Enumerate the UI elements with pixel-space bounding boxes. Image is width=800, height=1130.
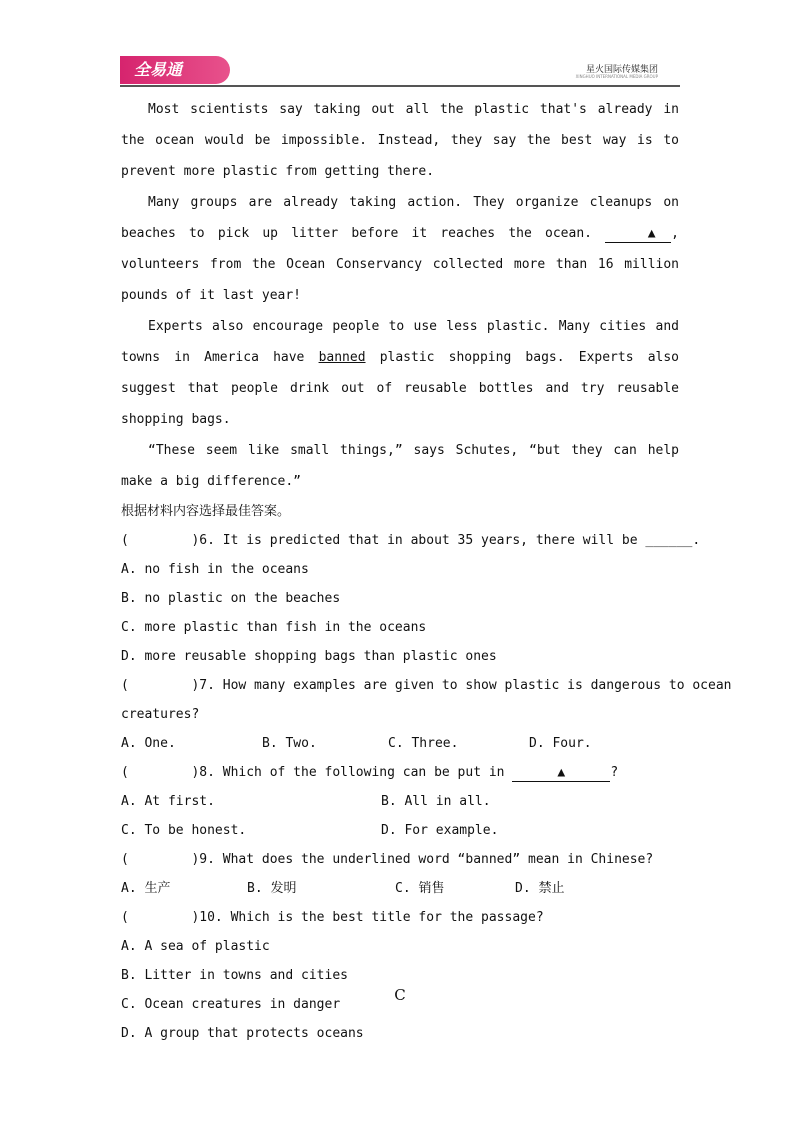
section-label: C [394,986,406,1004]
question-6-option-d: D. more reusable shopping bags than plastic ones [121,649,497,664]
question-10-stem: ( )10. Which is the best title for the passage? [121,910,544,925]
passage-paragraph-3 [121,311,679,435]
question-8-option-a: A. At first. [121,794,215,809]
question-8-stem [121,758,679,787]
header-divider [120,85,680,87]
publisher-name: 星火国际传媒集团 [585,65,658,75]
question-8-options-row-2 [121,816,679,845]
passage-paragraph-1: Most scientists say taking out all the plastic that's already in the ocean would be impossible. Instead, they say the best way is to prevent more plastic from getting there. [121,102,679,179]
question-9-option-b [247,874,395,903]
question-8-option-d: D. For example. [381,823,499,838]
underlined-word: banned [318,350,366,365]
question-6-option-b: B. no plastic on the beaches [121,591,341,606]
question-8-text-before: ( )8. Which of the following can be put in [121,765,513,780]
question-9-option-a-text: 生产 [144,881,171,896]
brand-logo: 全易通 [120,56,230,84]
document-body [121,94,732,1048]
question-9-option-c-text: 销售 [418,881,445,896]
question-9-option-b-text: 发明 [270,881,297,896]
question-10-option-a: A. A sea of plastic [121,939,270,954]
question-9-option-d-text: 禁止 [538,881,565,896]
question-8-option-b: B. All in all. [381,794,491,809]
question-8-option-c: C. To be honest. [121,823,247,838]
question-8-options-row-1 [121,787,679,816]
question-9-option-a-label: A. [121,881,137,896]
question-6-option-c: C. more plastic than fish in the oceans [121,620,427,635]
question-6-option-a: A. no fish in the oceans [121,562,309,577]
question-7-option-b: B. Two. [262,736,317,751]
question-8-text-after: ? [610,765,619,780]
question-9-stem: ( )9. What does the underlined word “banned” mean in Chinese? [121,852,654,867]
question-9-option-b-label: B. [247,881,263,896]
instruction-text: 根据材料内容选择最佳答案。 [121,504,291,519]
question-8-blank: ▲ [512,765,610,782]
question-7-stem-continued: creatures? [121,707,200,722]
question-7-stem: ( )7. How many examples are given to show plastic is dangerous to ocean [121,678,732,693]
question-9-option-a [121,874,247,903]
question-9-option-c-label: C. [395,881,411,896]
passage-paragraph-2 [121,187,679,311]
question-7-options [121,729,679,758]
question-7-option-a: A. One. [121,736,176,751]
question-9-option-c [395,874,515,903]
question-6-stem: ( )6. It is predicted that in about 35 years, there will be ______. [121,533,701,548]
question-9-options [121,874,679,903]
question-7-option-d: D. Four. [529,736,592,751]
answer-blank: ▲ [605,226,671,243]
question-10-option-d: D. A group that protects oceans [121,1026,364,1041]
paragraph-3-text-before: Experts also encourage people to use less plastic. Many cities and towns in America have [121,319,679,365]
question-10-option-b: B. Litter in towns and cities [121,968,348,983]
passage-paragraph-4: “These seem like small things,” says Schutes, “but they can help make a big difference.” [121,443,679,489]
question-9-option-d [515,874,565,903]
question-9-option-d-label: D. [515,881,531,896]
page-header [120,56,680,88]
publisher-subtitle: XINGHUO INTERNATIONAL MEDIA GROUP [575,74,658,79]
question-10-option-c: C. Ocean creatures in danger [121,997,341,1012]
question-7-option-c: C. Three. [388,736,459,751]
paragraph-2-text-after: , volunteers from the Ocean Conservancy collected more than 16 million pounds of it last year! [121,226,679,303]
paragraph-2-text-before: Many groups are already taking action. They organize cleanups on beaches to pick up litter before it reaches the ocean. [121,195,679,241]
paragraph-3-text-after: plastic shopping bags. Experts also suggest that people drink out of reusable bottles and try reusable shopping bags. [121,350,680,427]
